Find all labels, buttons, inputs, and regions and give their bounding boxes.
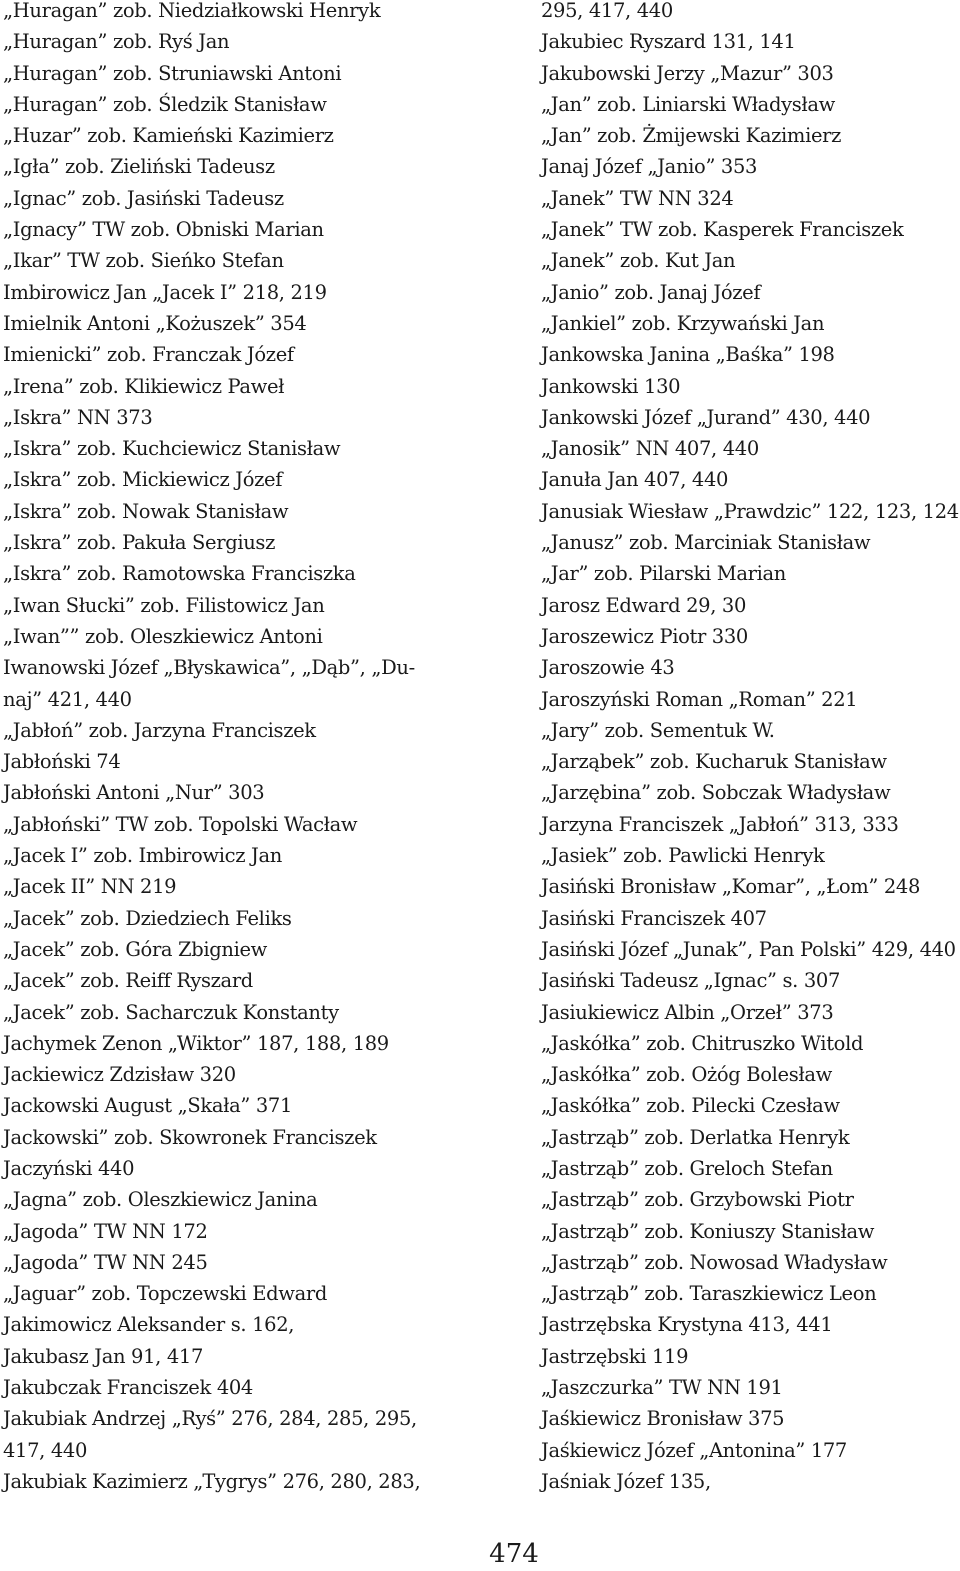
index-entry: „Ignac” zob. Jasiński Tadeusz xyxy=(3,186,284,210)
index-entry: Jackowski” zob. Skowronek Franciszek xyxy=(3,1125,377,1149)
index-entry: Jaśkiewicz Józef „Antonina” 177 xyxy=(541,1438,847,1462)
page-number: 474 xyxy=(489,1539,539,1569)
index-entry: „Jaskółka” zob. Pilecki Czesław xyxy=(541,1094,840,1118)
index-entry: „Jaszczurka” TW NN 191 xyxy=(541,1376,783,1400)
index-entry: „Jaskółka” zob. Ożóg Bolesław xyxy=(541,1063,832,1087)
index-entry: „Janusz” zob. Marciniak Stanisław xyxy=(541,531,871,555)
index-entry: „Iskra” zob. Ramotowska Franciszka xyxy=(3,562,356,586)
index-entry: „Jagna” zob. Oleszkiewicz Janina xyxy=(3,1188,318,1212)
index-entry: „Iwan”” zob. Oleszkiewicz Antoni xyxy=(3,624,323,648)
index-entry: Jasiński Józef „Junak”, Pan Polski” 429, 440 xyxy=(541,937,956,961)
index-entry: „Jasiek” zob. Pawlicki Henryk xyxy=(541,844,825,868)
index-entry: „Jacek I” zob. Imbirowicz Jan xyxy=(3,844,282,868)
index-entry: „Jaskółka” zob. Chitruszko Witold xyxy=(541,1031,864,1055)
index-entry: „Jastrząb” zob. Grzybowski Piotr xyxy=(541,1188,854,1212)
index-entry: Jankowski 130 xyxy=(541,374,681,398)
index-column-right xyxy=(541,0,960,1497)
index-entry: „Iwan Słucki” zob. Filistowicz Jan xyxy=(3,593,325,617)
index-entry: „Janek” TW zob. Kasperek Franciszek xyxy=(541,218,904,242)
index-entry: „Jaguar” zob. Topczewski Edward xyxy=(3,1282,327,1306)
index-entry: „Iskra” zob. Nowak Stanisław xyxy=(3,499,289,523)
index-entry: „Huragan” zob. Ryś Jan xyxy=(3,30,230,54)
index-entry: Jakubiak Andrzej „Ryś” 276, 284, 285, 295, xyxy=(3,1407,417,1431)
index-entry: Jaśniak Józef 135, xyxy=(541,1469,711,1493)
index-entry: Imbirowicz Jan „Jacek I” 218, 219 xyxy=(3,280,327,304)
index-entry: Jakubasz Jan 91, 417 xyxy=(3,1344,204,1368)
index-entry: Jasiński Franciszek 407 xyxy=(541,906,767,930)
index-entry: Jaroszowie 43 xyxy=(541,656,675,680)
index-entry: „Iskra” zob. Pakuła Sergiusz xyxy=(3,531,276,555)
index-entry: „Huragan” zob. Śledzik Stanisław xyxy=(3,92,327,116)
index-entry: „Janosik” NN 407, 440 xyxy=(541,437,759,461)
index-entry: Jankowski Józef „Jurand” 430, 440 xyxy=(541,405,871,429)
index-entry: Jaroszyński Roman „Roman” 221 xyxy=(541,687,858,711)
index-entry: „Jastrząb” zob. Derlatka Henryk xyxy=(541,1125,850,1149)
index-entry: „Jagoda” TW NN 172 xyxy=(3,1219,208,1243)
index-entry: Januła Jan 407, 440 xyxy=(541,468,729,492)
index-entry: Jabłoński Antoni „Nur” 303 xyxy=(3,781,265,805)
index-entry: Jastrzębska Krystyna 413, 441 xyxy=(541,1313,833,1337)
index-entry: „Jan” zob. Liniarski Władysław xyxy=(541,92,835,116)
index-entry: „Jar” zob. Pilarski Marian xyxy=(541,562,786,586)
index-entry: „Janek” zob. Kut Jan xyxy=(541,249,736,273)
index-entry: „Jarząbek” zob. Kucharuk Stanisław xyxy=(541,750,887,774)
index-entry: „Janio” zob. Janaj Józef xyxy=(541,280,761,304)
index-entry: Jakubiak Kazimierz „Tygrys” 276, 280, 283, xyxy=(3,1469,421,1493)
index-entry: „Jan” zob. Żmijewski Kazimierz xyxy=(541,124,842,148)
index-entry: „Jabłoński” TW zob. Topolski Wacław xyxy=(3,812,358,836)
index-entry: „Jastrząb” zob. Koniuszy Stanisław xyxy=(541,1219,875,1243)
index-entry: Jarosz Edward 29, 30 xyxy=(541,593,747,617)
index-entry: Janusiak Wiesław „Prawdzic” 122, 123, 124 xyxy=(541,499,959,523)
index-entry: „Jastrząb” zob. Nowosad Władysław xyxy=(541,1250,888,1274)
index-entry: Jasiński Tadeusz „Ignac” s. 307 xyxy=(541,969,841,993)
index-entry: „Jastrząb” zob. Taraszkiewicz Leon xyxy=(541,1282,877,1306)
index-entry: Jabłoński 74 xyxy=(3,750,121,774)
index-entry: „Iskra” zob. Kuchciewicz Stanisław xyxy=(3,437,341,461)
index-entry: „Ikar” TW zob. Sieńko Stefan xyxy=(3,249,284,273)
index-entry: „Iskra” zob. Mickiewicz Józef xyxy=(3,468,283,492)
index-entry: Jaczyński 440 xyxy=(3,1156,135,1180)
index-entry: „Huragan” zob. Niedziałkowski Henryk xyxy=(3,0,381,22)
index-entry: Jakubiec Ryszard 131, 141 xyxy=(541,30,796,54)
index-entry: Jarzyna Franciszek „Jabłoń” 313, 333 xyxy=(541,812,899,836)
index-entry: Iwanowski Józef „Błyskawica”, „Dąb”, „Du- xyxy=(3,656,415,680)
index-entry: Janaj Józef „Janio” 353 xyxy=(541,155,758,179)
index-entry: „Iskra” NN 373 xyxy=(3,405,153,429)
index-entry: Imienicki” zob. Franczak Józef xyxy=(3,343,294,367)
index-entry: „Jagoda” TW NN 245 xyxy=(3,1250,208,1274)
index-entry: Jakubczak Franciszek 404 xyxy=(3,1376,253,1400)
index-entry: „Jacek” zob. Reiff Ryszard xyxy=(3,969,253,993)
index-entry: „Igła” zob. Zieliński Tadeusz xyxy=(3,155,275,179)
index-entry: „Irena” zob. Klikiewicz Paweł xyxy=(3,374,285,398)
index-entry: Jaśkiewicz Bronisław 375 xyxy=(541,1407,785,1431)
index-entry: Jakimowicz Aleksander s. 162, xyxy=(3,1313,295,1337)
index-entry: „Jary” zob. Sementuk W. xyxy=(541,718,775,742)
index-entry: 295, 417, 440 xyxy=(541,0,673,22)
index-entry: Jakubowski Jerzy „Mazur” 303 xyxy=(541,61,834,85)
index-entry: „Jacek” zob. Góra Zbigniew xyxy=(3,937,268,961)
index-column-left xyxy=(3,0,443,1497)
index-entry: „Jacek” zob. Sacharczuk Konstanty xyxy=(3,1000,339,1024)
index-entry: Jackiewicz Zdzisław 320 xyxy=(3,1063,236,1087)
index-entry: Jaroszewicz Piotr 330 xyxy=(541,624,748,648)
index-entry: Jastrzębski 119 xyxy=(541,1344,689,1368)
index-entry: „Jabłoń” zob. Jarzyna Franciszek xyxy=(3,718,316,742)
index-entry: Imielnik Antoni „Kożuszek” 354 xyxy=(3,311,307,335)
index-entry: Jachymek Zenon „Wiktor” 187, 188, 189 xyxy=(3,1031,389,1055)
index-entry: „Huzar” zob. Kamieński Kazimierz xyxy=(3,124,334,148)
index-entry: Jackowski August „Skała” 371 xyxy=(3,1094,293,1118)
index-entry: „Jankiel” zob. Krzywański Jan xyxy=(541,311,825,335)
index-entry: „Huragan” zob. Struniawski Antoni xyxy=(3,61,342,85)
index-entry: „Janek” TW NN 324 xyxy=(541,186,734,210)
index-entry: 417, 440 xyxy=(3,1438,88,1462)
index-entry: Jasiukiewicz Albin „Orzeł” 373 xyxy=(541,1000,834,1024)
index-entry: „Jacek” zob. Dziedziech Feliks xyxy=(3,906,292,930)
index-entry: „Ignacy” TW zob. Obniski Marian xyxy=(3,218,324,242)
index-entry: „Jacek II” NN 219 xyxy=(3,875,177,899)
index-entry: „Jastrząb” zob. Greloch Stefan xyxy=(541,1156,833,1180)
index-entry: „Jarzębina” zob. Sobczak Władysław xyxy=(541,781,891,805)
index-entry: Jankowska Janina „Baśka” 198 xyxy=(541,343,835,367)
index-entry: Jasiński Bronisław „Komar”, „Łom” 248 xyxy=(541,875,921,899)
index-entry: naj” 421, 440 xyxy=(3,687,132,711)
